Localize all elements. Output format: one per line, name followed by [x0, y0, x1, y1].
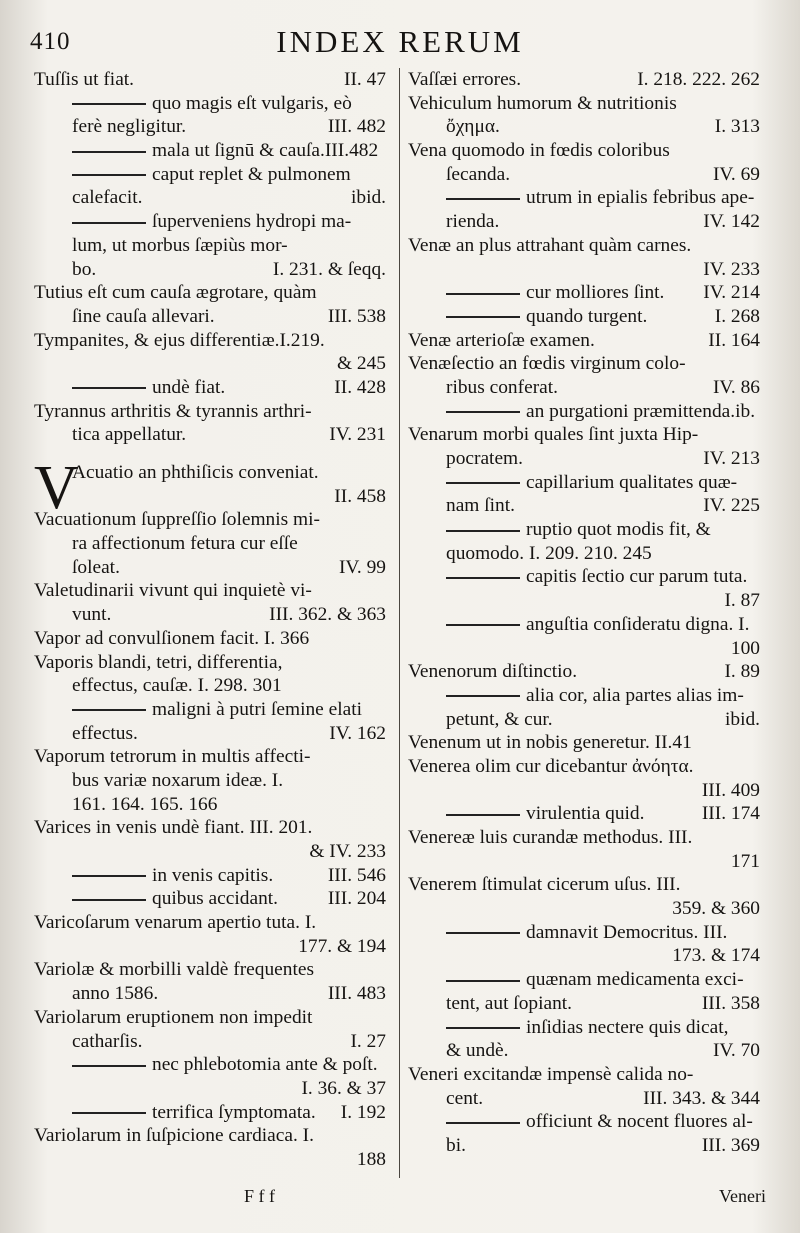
index-entry — [34, 1006, 386, 1030]
index-subentry — [408, 921, 760, 945]
entry-text: Tyrannus arthritis & tyrannis arthri- — [34, 400, 312, 422]
entry-text: catharſis. — [72, 1030, 143, 1052]
entry-text: quo magis eſt vulgaris, eò — [152, 92, 352, 114]
entry-reference: I. 27 — [350, 1030, 386, 1052]
entry-text: capitis ſectio cur parum tuta. — [526, 566, 748, 588]
entry-reference: 188 — [356, 1148, 386, 1170]
entry-reference: II. 428 — [334, 376, 386, 398]
index-column-right — [408, 68, 760, 1158]
index-subentry — [34, 376, 386, 400]
index-subentry — [408, 305, 760, 329]
entry-text: ſoleat. — [72, 556, 120, 578]
entry-text: ὄχημα. — [446, 116, 500, 138]
entry-reference: III. 546 — [327, 864, 386, 886]
entry-reference: IV. 70 — [712, 1040, 760, 1062]
entry-text: & undè. — [446, 1040, 509, 1062]
index-entry — [408, 873, 760, 897]
entry-text: Acuatio an phthiſicis conveniat. — [72, 462, 319, 483]
index-entry — [34, 627, 386, 651]
entry-reference: IV. 214 — [703, 282, 760, 304]
index-continuation — [408, 850, 760, 874]
index-continuation — [408, 779, 760, 803]
page-header — [30, 22, 770, 62]
index-continuation — [408, 115, 760, 139]
entry-reference: IV. 69 — [712, 163, 760, 185]
entry-text: effectus, cauſæ. I. 298. 301 — [72, 675, 282, 697]
entry-reference: I. 87 — [724, 590, 760, 612]
entry-reference: I. 218. 222. 262 — [637, 69, 760, 90]
index-entry — [408, 68, 760, 92]
entry-text: caput replet & pulmonem — [152, 163, 351, 185]
index-continuation — [34, 234, 386, 258]
entry-text: Venerem ſtimulat cicerum uſus. III. — [408, 874, 681, 896]
index-entry — [408, 234, 760, 258]
entry-reference: III. 174 — [701, 803, 760, 825]
entry-text: Varicoſarum venarum apertio tuta. I. — [34, 912, 317, 934]
entry-reference: III. 482 — [327, 116, 386, 138]
index-continuation — [408, 1134, 760, 1158]
index-continuation — [34, 186, 386, 210]
index-subentry — [34, 887, 386, 911]
entry-text: ſecanda. — [446, 163, 511, 185]
entry-reference: IV. 213 — [703, 448, 760, 469]
entry-text: damnavit Democritus. III. — [526, 921, 728, 943]
index-entry — [408, 92, 760, 116]
entry-text: Varices in venis undè fiant. III. 201. — [34, 817, 313, 839]
index-entry — [408, 755, 760, 779]
entry-text: Venereæ luis curandæ methodus. III. — [408, 827, 693, 848]
section-gap — [34, 447, 386, 461]
index-subentry — [408, 186, 760, 210]
index-subentry — [408, 802, 760, 826]
entry-text: Vapor ad convulſionem facit. I. 366 — [34, 627, 310, 649]
entry-text: pocratem. — [446, 448, 523, 469]
index-entry — [34, 911, 386, 935]
index-continuation — [34, 793, 386, 817]
entry-reference: II. 164 — [708, 329, 760, 351]
entry-text: quænam medicamenta exci- — [526, 969, 744, 991]
entry-text: ra affectionum fetura cur eſſe — [72, 533, 298, 555]
signature-mark: F f f — [244, 1186, 275, 1206]
index-continuation — [34, 485, 386, 509]
running-title: INDEX RERUM — [276, 24, 524, 59]
entry-text: Venenorum diſtinctio. — [408, 661, 578, 683]
entry-text: Vehiculum humorum & nutritionis — [408, 92, 677, 114]
index-subentry — [34, 92, 386, 116]
entry-text: quibus accidant. — [152, 888, 279, 910]
entry-reference: ibid. — [724, 708, 760, 730]
entry-text: Vena quomodo in fœdis coloribus — [408, 140, 670, 162]
index-continuation — [408, 542, 760, 566]
entry-text: Veneri excitandæ impensè calida no- — [408, 1063, 694, 1085]
entry-reference: III. 409 — [701, 779, 760, 801]
entry-reference: III. 204 — [327, 888, 386, 910]
index-entry — [34, 329, 386, 353]
entry-text: petunt, & cur. — [446, 708, 553, 730]
entry-text: inſidias nectere quis dicat, — [526, 1016, 729, 1038]
index-continuation — [34, 556, 386, 580]
entry-text: nam ſint. — [446, 495, 515, 517]
entry-text: Tympanites, & ejus differentiæ.I.219. — [34, 329, 325, 351]
entry-reference: IV. 99 — [338, 556, 386, 578]
entry-reference: III. 358 — [701, 992, 760, 1014]
index-subentry — [408, 1016, 760, 1040]
index-entry — [34, 816, 386, 840]
entry-text: nec phlebotomia ante & poſt. — [152, 1054, 378, 1076]
index-subentry — [408, 518, 760, 542]
index-entry — [408, 731, 760, 755]
entry-text: in venis capitis. — [152, 864, 274, 886]
entry-reference: III. 362. & 363 — [269, 604, 386, 626]
entry-reference: 171 — [730, 850, 760, 872]
index-continuation — [408, 897, 760, 921]
entry-text: terrifica ſymptomata. — [152, 1101, 316, 1123]
index-entry — [408, 660, 760, 684]
entry-reference: I. 313 — [714, 116, 760, 138]
entry-text: quando turgent. — [526, 305, 648, 327]
index-subentry — [34, 163, 386, 187]
entry-text: bo. — [72, 258, 97, 280]
index-entry — [34, 68, 386, 92]
entry-reference: I. 36. & 37 — [301, 1077, 386, 1099]
entry-reference: 173. & 174 — [672, 945, 760, 967]
index-subentry — [408, 281, 760, 305]
entry-text: virulentia quid. — [526, 803, 645, 825]
entry-text: Vaporum tetrorum in multis affecti- — [34, 746, 311, 768]
entry-reference: I. 268 — [714, 305, 760, 327]
page-number: 410 — [30, 28, 71, 55]
index-subentry — [34, 698, 386, 722]
entry-reference: III. 369 — [701, 1134, 760, 1156]
index-entry — [34, 958, 386, 982]
index-subentry — [34, 864, 386, 888]
entry-text: officiunt & nocent fluores al- — [526, 1111, 753, 1133]
entry-text: anno 1586. — [72, 983, 159, 1005]
index-continuation — [408, 447, 760, 471]
entry-text: cur molliores ſint. — [526, 282, 665, 304]
page-footer — [34, 1186, 766, 1226]
entry-reference: III. 343. & 344 — [643, 1087, 760, 1109]
index-continuation — [34, 603, 386, 627]
index-continuation — [34, 769, 386, 793]
index-entry — [34, 508, 386, 532]
index-continuation — [408, 163, 760, 187]
entry-text: Variolarum in ſuſpicione cardiaca. I. — [34, 1125, 314, 1147]
index-continuation — [408, 1087, 760, 1111]
entry-reference: & IV. 233 — [309, 841, 386, 862]
entry-reference: IV. 162 — [329, 722, 386, 744]
index-subentry — [408, 684, 760, 708]
entry-reference: ibid. — [350, 187, 386, 209]
index-continuation — [34, 674, 386, 698]
entry-text: Venerea olim cur dicebantur ἀνόητα. — [408, 755, 694, 777]
entry-text: Venæſectio an fœdis virginum colo- — [408, 353, 686, 375]
entry-text: Tuſſis ut fiat. — [34, 69, 135, 90]
entry-text: ſuperveniens hydropi ma- — [152, 211, 352, 233]
index-column-left — [34, 68, 386, 1172]
entry-text: tica appellatur. — [72, 424, 187, 446]
index-continuation — [34, 1077, 386, 1101]
index-entry — [34, 400, 386, 424]
index-subentry — [408, 1110, 760, 1134]
index-continuation — [34, 532, 386, 556]
entry-reference: IV. 225 — [703, 495, 760, 517]
entry-reference: II. 47 — [343, 69, 386, 90]
entry-text: lum, ut morbus ſæpiùs mor- — [72, 234, 288, 256]
index-continuation — [408, 944, 760, 968]
index-entry — [34, 281, 386, 305]
index-continuation — [34, 935, 386, 959]
entry-text: 161. 164. 165. 166 — [72, 793, 218, 815]
entry-text: ſine cauſa allevari. — [72, 305, 215, 327]
entry-text: Vaporis blandi, tetri, differentia, — [34, 651, 283, 673]
index-entry — [408, 423, 760, 447]
entry-reference: I. 192 — [340, 1101, 386, 1123]
index-subentry — [34, 139, 386, 163]
index-continuation — [408, 637, 760, 661]
entry-reference: 100 — [730, 637, 760, 659]
index-continuation — [34, 722, 386, 746]
index-continuation — [408, 1039, 760, 1063]
entry-text: ferè negligitur. — [72, 116, 187, 138]
index-entry — [408, 1063, 760, 1087]
entry-text: capillarium qualitates quæ- — [526, 471, 738, 493]
entry-reference: IV. 142 — [703, 211, 760, 233]
entry-text: undè fiat. — [152, 376, 226, 398]
entry-reference: IV. 86 — [712, 376, 760, 398]
index-continuation — [34, 1148, 386, 1172]
index-continuation — [408, 376, 760, 400]
entry-text: an purgationi præmittenda.ib. — [526, 400, 756, 422]
entry-text: mala ut ſignū & cauſa.III.482 — [152, 140, 379, 162]
index-entry — [408, 329, 760, 353]
index-continuation — [408, 992, 760, 1016]
index-continuation — [34, 1030, 386, 1054]
entry-text: vunt. — [72, 604, 112, 626]
index-continuation — [34, 115, 386, 139]
entry-text: anguſtia conſideratu digna. I. — [526, 613, 750, 635]
entry-text: cent. — [446, 1087, 484, 1109]
index-subentry — [34, 1101, 386, 1125]
entry-text: quomodo. I. 209. 210. 245 — [446, 542, 652, 564]
entry-text: rienda. — [446, 211, 500, 233]
entry-text: bi. — [446, 1134, 466, 1156]
entry-text: ribus conferat. — [446, 376, 558, 398]
index-entry — [34, 745, 386, 769]
entry-reference: III. 483 — [327, 983, 386, 1005]
index-subentry — [408, 565, 760, 589]
entry-reference: & 245 — [336, 353, 386, 375]
index-continuation — [34, 305, 386, 329]
index-subentry — [408, 400, 760, 424]
index-continuation — [408, 589, 760, 613]
entry-text: Venenum ut in nobis generetur. II.41 — [408, 732, 692, 754]
entry-text: alia cor, alia partes alias im- — [526, 684, 744, 706]
catchword: Veneri — [719, 1186, 766, 1206]
entry-reference: IV. 233 — [703, 258, 760, 280]
entry-text: ruptio quot modis fit, & — [526, 519, 711, 541]
entry-text: tent, aut ſopiant. — [446, 992, 573, 1014]
index-entry — [408, 139, 760, 163]
entry-text: calefacit. — [72, 187, 143, 209]
entry-text: effectus. — [72, 722, 138, 744]
index-subentry — [408, 471, 760, 495]
index-continuation — [34, 982, 386, 1006]
entry-reference: 359. & 360 — [672, 898, 760, 920]
index-subentry — [408, 613, 760, 637]
index-entry — [34, 651, 386, 675]
entry-text: bus variæ noxarum ideæ. I. — [72, 769, 284, 791]
entry-text: Vaſſæi errores. — [408, 69, 522, 90]
entry-text: Variolæ & morbilli valdè frequentes — [34, 959, 315, 981]
index-continuation — [34, 423, 386, 447]
index-continuation — [34, 352, 386, 376]
entry-reference: 177. & 194 — [298, 935, 386, 957]
entry-reference: I. 231. & ſeqq. — [272, 258, 386, 280]
entry-reference: IV. 231 — [329, 424, 386, 446]
entry-text: Venarum morbi quales ſint juxta Hip- — [408, 424, 699, 446]
index-entry — [408, 352, 760, 376]
drop-cap: V — [34, 454, 79, 522]
index-subentry — [408, 968, 760, 992]
entry-reference: II. 458 — [334, 485, 386, 507]
entry-text: Vacuationum ſuppreſſio ſolemnis mi- — [34, 509, 320, 531]
entry-text: Valetudinarii vivunt qui inquietè vi- — [34, 580, 312, 602]
index-entry — [408, 826, 760, 850]
entry-text: Variolarum eruptionem non impedit — [34, 1006, 313, 1028]
index-continuation — [34, 258, 386, 282]
index-continuation — [408, 494, 760, 518]
index-continuation — [408, 258, 760, 282]
entry-reference: III. 538 — [327, 305, 386, 327]
index-entry — [34, 1124, 386, 1148]
index-continuation — [408, 210, 760, 234]
index-subentry — [34, 210, 386, 234]
index-entry — [34, 579, 386, 603]
entry-text: utrum in epialis febribus ape- — [526, 187, 755, 209]
entry-text: maligni à putri ſemine elati — [152, 698, 363, 720]
column-divider — [399, 68, 400, 1178]
index-continuation — [408, 708, 760, 732]
index-subentry — [34, 1053, 386, 1077]
entry-text: Tutius eſt cum cauſa ægrotare, quàm — [34, 282, 317, 304]
entry-text: Venæ arterioſæ examen. — [408, 329, 595, 351]
entry-text: Venæ an plus attrahant quàm carnes. — [408, 234, 692, 256]
entry-reference: I. 89 — [724, 661, 760, 683]
index-continuation — [34, 840, 386, 864]
